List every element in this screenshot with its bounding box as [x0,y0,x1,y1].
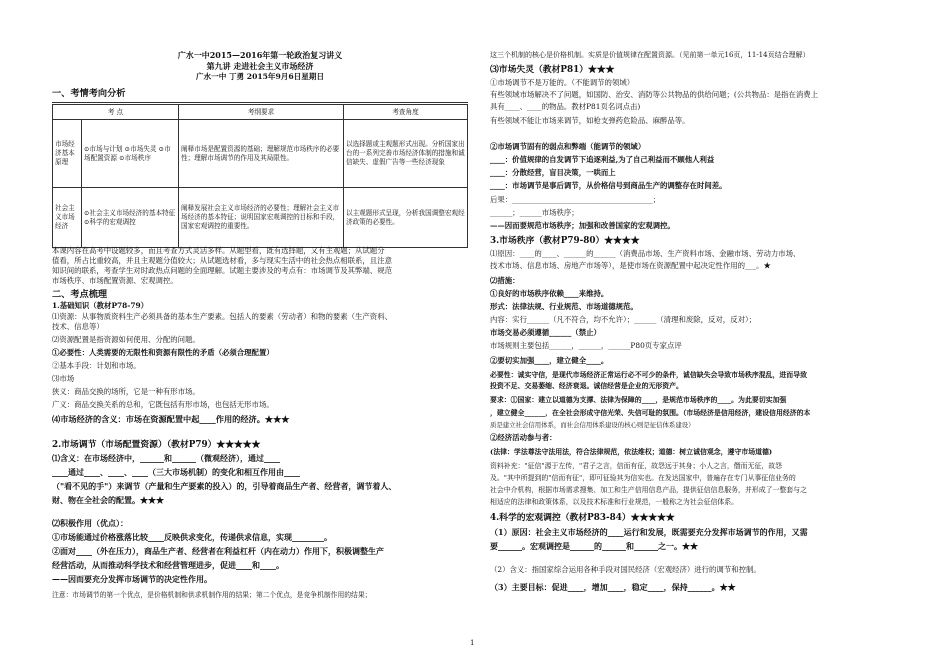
advantages-heading: ⑵积极作用（优点）： [52,518,128,528]
intro-paragraph-line: 市场秩序、市场配置资源、宏观调控。 [52,276,178,285]
intro-paragraph-line: 知识间的联系，考查学生对时政热点问题的全面理解。试题主要涉及的考点有：市场调节及其弊端、规范 [52,266,392,275]
subsection-market-regulation: 2.市场调节（市场配置资源）（教材P79）★★★★★ [52,440,261,450]
table-group-cell: 市场经济基本原理 [53,120,82,188]
text-line: 后果：______________________________________； [490,195,660,204]
text-line: ①市场能通过价格涨落比较____反映供求变化，传递供求信息，实现________。 [52,532,332,542]
text-line: 相适应的法律和政策体系，以及技术标准和行业规范，一般称之为社会征信体系。 [490,498,739,506]
text-line: (法律：学法尊法守法用法，符合法律规范，依法维权；道德：树立诚信观念，遵守市场道德) [490,448,773,456]
table-header-req: 考纲要求 [179,105,344,120]
text-line: 广义：商品交换关系的总和，它既包括有形市场，也包括无形市场。 [52,400,274,409]
definition-line: （2）含义：指国家综合运用各种手段对国民经济（宏观经济）进行的调节和控制。 [490,565,761,574]
text-line: ，建立健全______，在全社会形成守信光荣、失信可耻的氛围。（市场经济是信用经济，建设信用经济的本 [490,409,811,417]
text-line: 社会中介机构，根据市场需求搜集、加工和生产信用信息产品，提供征信信息服务，并形成了一整套与之 [490,486,807,494]
text-line: ——因而要规范市场秩序；加强和改善国家的宏观调控。 [490,221,675,230]
text-line: ②市场调节固有的弱点和弊端（能调节的领域） [490,142,646,151]
table-points-cell: ⊙市场与计划 ⊙市场失灵 ⊙市场配置资源 ⊙市场秩序 [82,120,179,188]
text-line: 经营活动，从而推动科学技术和经营管理进步，促进____和____。 [52,560,284,570]
text-line: 技术、信息等） [52,322,104,331]
table-angle-cell: 以主观题形式呈现，分析我国调整宏观经济政策的必要性。 [344,188,468,248]
text-line: 技术市场、信息市场、房地产市场等），是使市场在资源配置中起决定性作用的___。★ [490,261,771,270]
text-line: 市场交易必须遵循______（禁止） [490,328,601,337]
table-header-angle: 考查角度 [344,105,468,120]
table-header-point: 考 点 [53,105,179,120]
section-heading-review: 二、考点梳理 [52,289,108,300]
text-line: ⑵措施： [490,276,520,285]
text-line: ②面对____（外在压力），商品生产者、经营者在利益杠杆（内在动力）作用下，积极调整生产 [52,546,384,556]
text-line: 形式：法律法规、行业规范、市场道德规范。 [490,302,638,311]
subsection-basic-knowledge: 1.基础知识（教材P78-79） [52,301,149,310]
table-req-cell: 阐释市场是配置资源的基础；理解规范市场秩序的必要性；理解市场调节的作用及其局限性。 [179,120,344,188]
text-line: 市场规则主要包括______，______，______P80页专家点评 [490,341,682,350]
intro-paragraph-line: 本课内容在高考中设题较多，而且考查方式灵活多样。从题型看，既有选择题，又有主观题；从试题分 [52,246,385,255]
text-line: 质是建立社会信用体系，而社会信用体系建设的核心则是征信体系建设） [490,421,695,429]
divider [52,102,468,103]
text-line: ②要切实加强____，建立健全____。 [490,356,609,365]
text-line: 要求：①国家：建立以道德为支撑、法律为保障的____，是规范市场秩序的____。为此要切实加强 [490,396,787,404]
left-column [52,0,468,659]
right-column [490,0,900,659]
text-line: ②基本手段：计划和市场。 [52,361,141,370]
continuation-line: 这三个机制的核心是价格机制。实质是价值规律在配置资源。（见前第一单元16页，11-14页结合理解） [490,51,810,59]
text-line: 投资不足、交易萎缩、经济衰退。诚信经营是企业的无形资产。 [490,382,683,390]
text-line: ____：价值规律的自发调节下追逐利益,为了自己利益而不顾他人利益 [490,155,715,164]
market-economy-question: ⑷市场经济的含义：市场在资源配置中起____作用的经济。★★★ [52,414,290,424]
text-line: 资料补充："征信"源于左传，"君子之言，信而有征，故怨远于其身；小人之言，僭而无征，故怨 [490,462,783,470]
subsection-macro-control: 4.科学的宏观调控（教材P83-84）★★★★★ [490,513,675,523]
text-line: ①市场调节不是万能的。（不能调节的领域） [490,78,635,87]
subsection-market-failure: ⑶市场失灵（教材P81）★★★ [490,65,615,75]
text-line: 及。"其中所提到的"信而有征"，即可征验其为信实也。在发达国家中，普遍存在专门从事征信业务的 [490,474,796,482]
text-line: ——因而要充分发挥市场调节的决定性作用。 [52,574,212,584]
text-line: ____：市场调节是事后调节，从价格信号到商品生产的调整存在时间差。 [490,181,727,190]
section-heading-analysis: 一、考情考向分析 [52,88,126,99]
exam-point-table [52,104,468,248]
text-line: （1）原因：社会主义市场经济的____运行和发展，既需要充分发挥市场调节的作用，又需 [490,527,808,537]
text-line: ②经济活动参与者： [490,433,557,442]
page-number: 1 [470,639,475,647]
text-line: ⑴原因：____的____、______的______（消费品市场、生产资料市场、金融市场、劳动力市场、 [490,249,801,258]
note-line: 注意：市场调节的第一个优点，是价格机制和供求机制作用的结果；第二个优点，是竞争机制作用的结果； [52,591,372,599]
intro-paragraph-line: 值看，所占比重较高，并且主观题分值较大；从试题选材看，多与现实生活中的社会热点相联系，且注意 [52,256,392,265]
text-line: ⑴含义：在市场经济中，______和______（微观经济），通过____ [52,453,280,463]
document-subtitle: 第九讲 走进社会主义市场经济 [206,61,314,71]
table-group-cell: 社会主义市场经济 [53,188,82,248]
goals-line: （3）主要目标：促进____，增加____，稳定____，保持______。★★ [490,582,736,592]
text-line: ①必要性：人类需要的无限性和资源有限性的矛盾（必须合理配置） [52,348,274,357]
text-line: 具有____、____的物品。教材P81页名词点击) [490,102,641,111]
text-line: ____通过____、____、____（三大市场机制）的变化和相互作用由____ [52,467,300,477]
text-line: 必要性：诚实守信，是现代市场经济正常运行必不可少的条件，诚信缺失会导致市场秩序混乱，进而导致 [490,371,807,379]
text-line: 财、物在全社会的配置。★★★ [52,495,164,505]
text-line: ____：分散经营，盲目决策，一哄而上 [490,168,616,177]
text-line: ⑴资源：从事物质资料生产必须具备的基本生产要素。包括人的要素（劳动者）和物的要素（生产资料、 [52,312,392,321]
table-points-cell: ⊙社会主义市场经济的基本特征 ⊙科学的宏观调控 [82,188,179,248]
text-line: ①良好的市场秩序依赖____来维持。 [490,289,609,298]
text-line: ⑵资源配置是指资源如何使用、分配的问题。 [52,335,200,344]
subsection-market-order: 3.市场秩序（教材P79-80）★★★★ [490,236,640,246]
text-line: 有些领域不能让市场来调节，如枪支弹药危险品、麻醉品等。 [490,116,690,125]
table-req-cell: 阐释发展社会主义市场经济的必要性；理解社会主义市场经济的基本特征；说明国家宏观调控的目标和手段，国家宏观调控的重要性。 [179,188,344,248]
text-line: ⑶市场 [52,374,75,383]
text-line: 狭义：商品交换的场所，它是一种有形市场。 [52,387,200,396]
text-line: ______；______市场秩序； [490,208,579,217]
document-title: 广水一中2015—2016年第一轮政治复习讲义 [177,50,343,60]
text-line: 有些领域市场解决不了问题，如国防、治安、消防等公共物品的供给问题；(公共物品：是指在消费上 [490,90,819,99]
table-angle-cell: 以选择题或主观题形式出现。分析国家出台的一系列完善市场经济体制的措施和诚信缺失、虚假广告等一些经济现象 [344,120,468,188]
author-line: 广水一中 丁勇 2015年9月6日星期日 [195,72,325,81]
text-line: （"看不见的手"）来调节（产量和生产要素的投入）的，引导着商品生产者、经营者，调节着人、 [52,481,397,491]
text-line: 内容：实行______（凡不符合，均不允许）；______（清理和废除，反对，反对）； [490,315,757,324]
text-line: 要______。宏观调控是______的______和______之一。★★ [490,541,698,551]
